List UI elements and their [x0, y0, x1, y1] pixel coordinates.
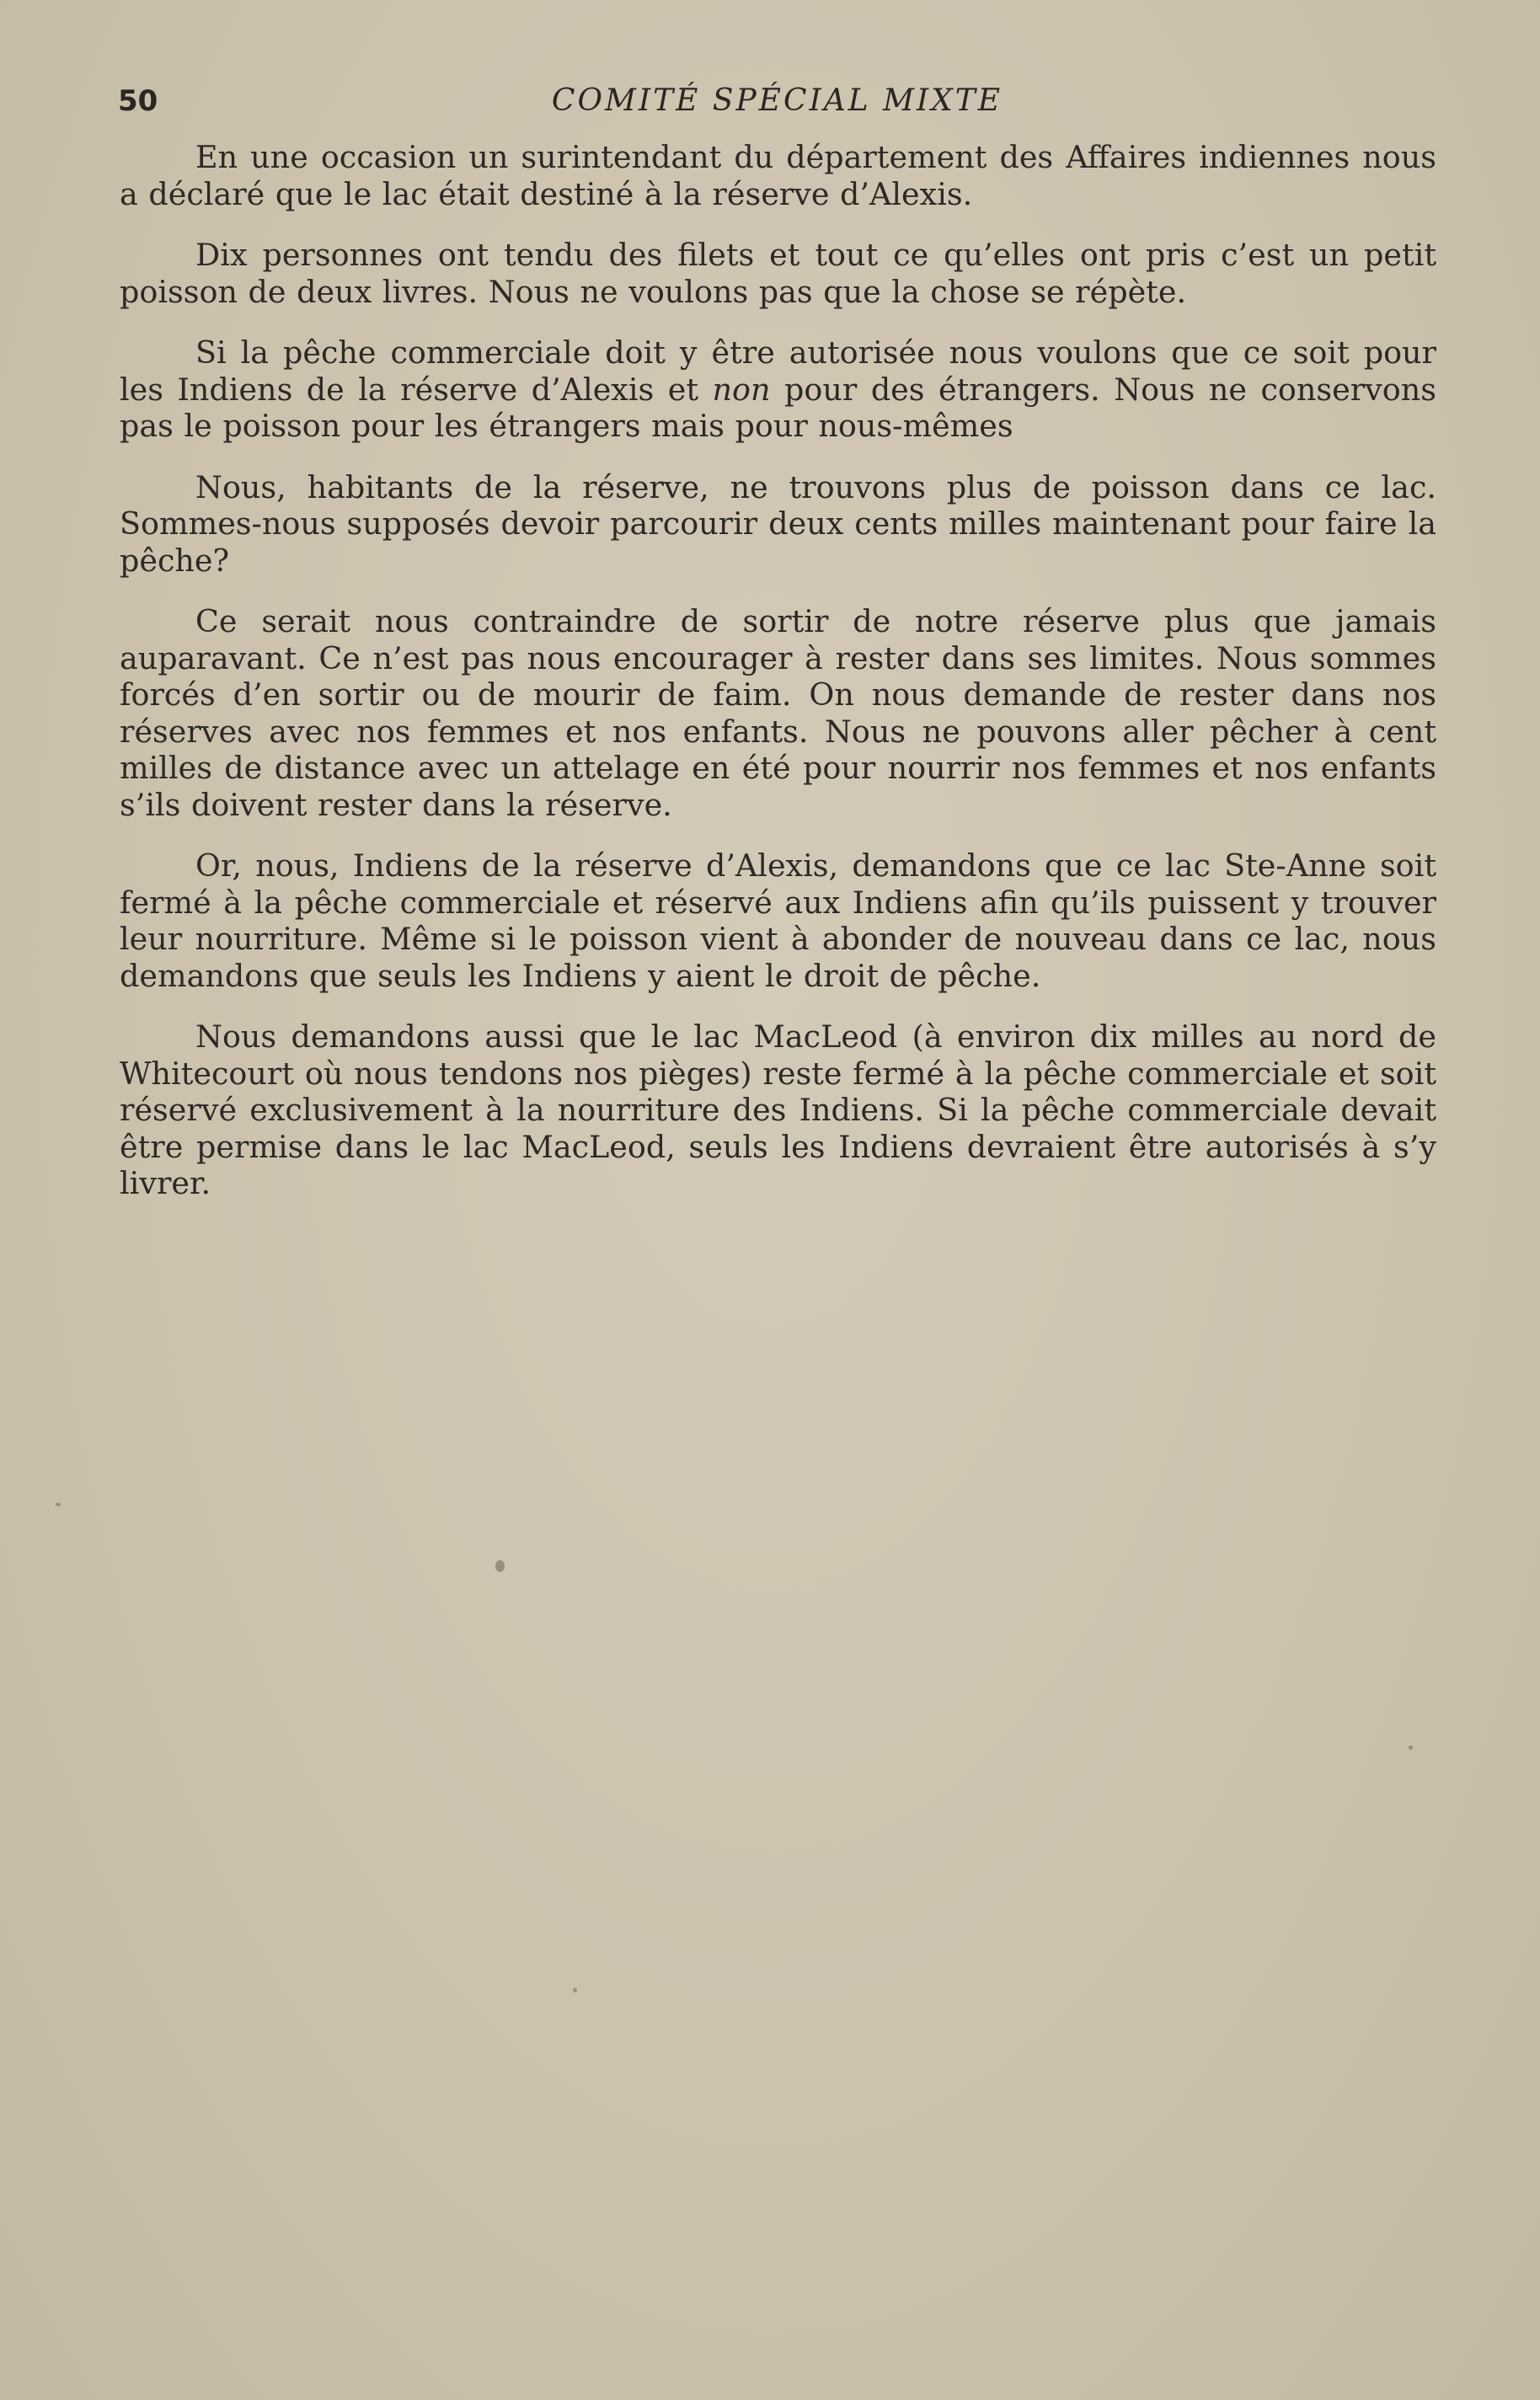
paragraph-3 — [120, 334, 1436, 445]
paper-speck — [573, 1988, 577, 1992]
paper-speck — [495, 1560, 505, 1572]
page-number: 50 — [118, 84, 158, 118]
paragraph-3-part-1: Si la pêche commerciale doit y être autorisée nous voulons que ce soit pour les Indiens de la réserve d’Alexis et — [120, 334, 1436, 408]
paragraph-3-part-2: pour des étrangers. Nous ne conservons pas le poisson pour les étrangers mais pour nous-mêmes — [120, 371, 1436, 444]
paragraph-2: Dix personnes ont tendu des filets et tout ce qu’elles ont pris c’est un petit poisson de deux livres. Nous ne voulons pas que la chose se répète. — [120, 237, 1436, 310]
running-title: COMITÉ SPÉCIAL MIXTE — [551, 83, 1003, 118]
running-head — [118, 80, 1436, 122]
paragraph-6: Or, nous, Indiens de la réserve d’Alexis, demandons que ce lac Ste-Anne soit fermé à la pêche commerciale et réservé aux Indiens afin qu’ils puissent y trouver leur nourriture. Même si le poisson vient à abonder de nouveau dans ce lac, nous demandons que seuls les Indiens y aient le droit de pêche. — [120, 847, 1436, 994]
paragraph-5: Ce serait nous contraindre de sortir de notre réserve plus que jamais auparavant. Ce n’est pas nous encourager à rester dans ses limites. Nous sommes forcés d’en sortir ou de mourir de faim. On nous demande de rester dans nos réserves avec nos femmes et nos enfants. Nous ne pouvons aller pêcher à cent milles de distance avec un attelage en été pour nourrir nos femmes et nos enfants s’ils doivent rester dans la réserve. — [120, 603, 1436, 823]
paper-speck — [1409, 1745, 1413, 1750]
paragraph-4: Nous, habitants de la réserve, ne trouvons plus de poisson dans ce lac. Sommes-nous supposés devoir parcourir deux cents milles maintenant pour faire la pêche? — [120, 468, 1436, 579]
paragraph-7: Nous demandons aussi que le lac MacLeod (à environ dix milles au nord de Whitecourt où nous tendons nos pièges) reste fermé à la pêche commerciale et soit réservé exclusivement à la nourriture des Indiens. Si la pêche commerciale devait être permise dans le lac MacLeod, seuls les Indiens devraient être autorisés à s’y livrer. — [120, 1018, 1436, 1201]
body-text — [120, 139, 1436, 1227]
paragraph-3-emphasis: non — [712, 371, 771, 408]
paragraph-1: En une occasion un surintendant du département des Affaires indiennes nous a déclaré que le lac était destiné à la réserve d’Alexis. — [120, 139, 1436, 212]
paper-speck — [56, 1503, 61, 1506]
